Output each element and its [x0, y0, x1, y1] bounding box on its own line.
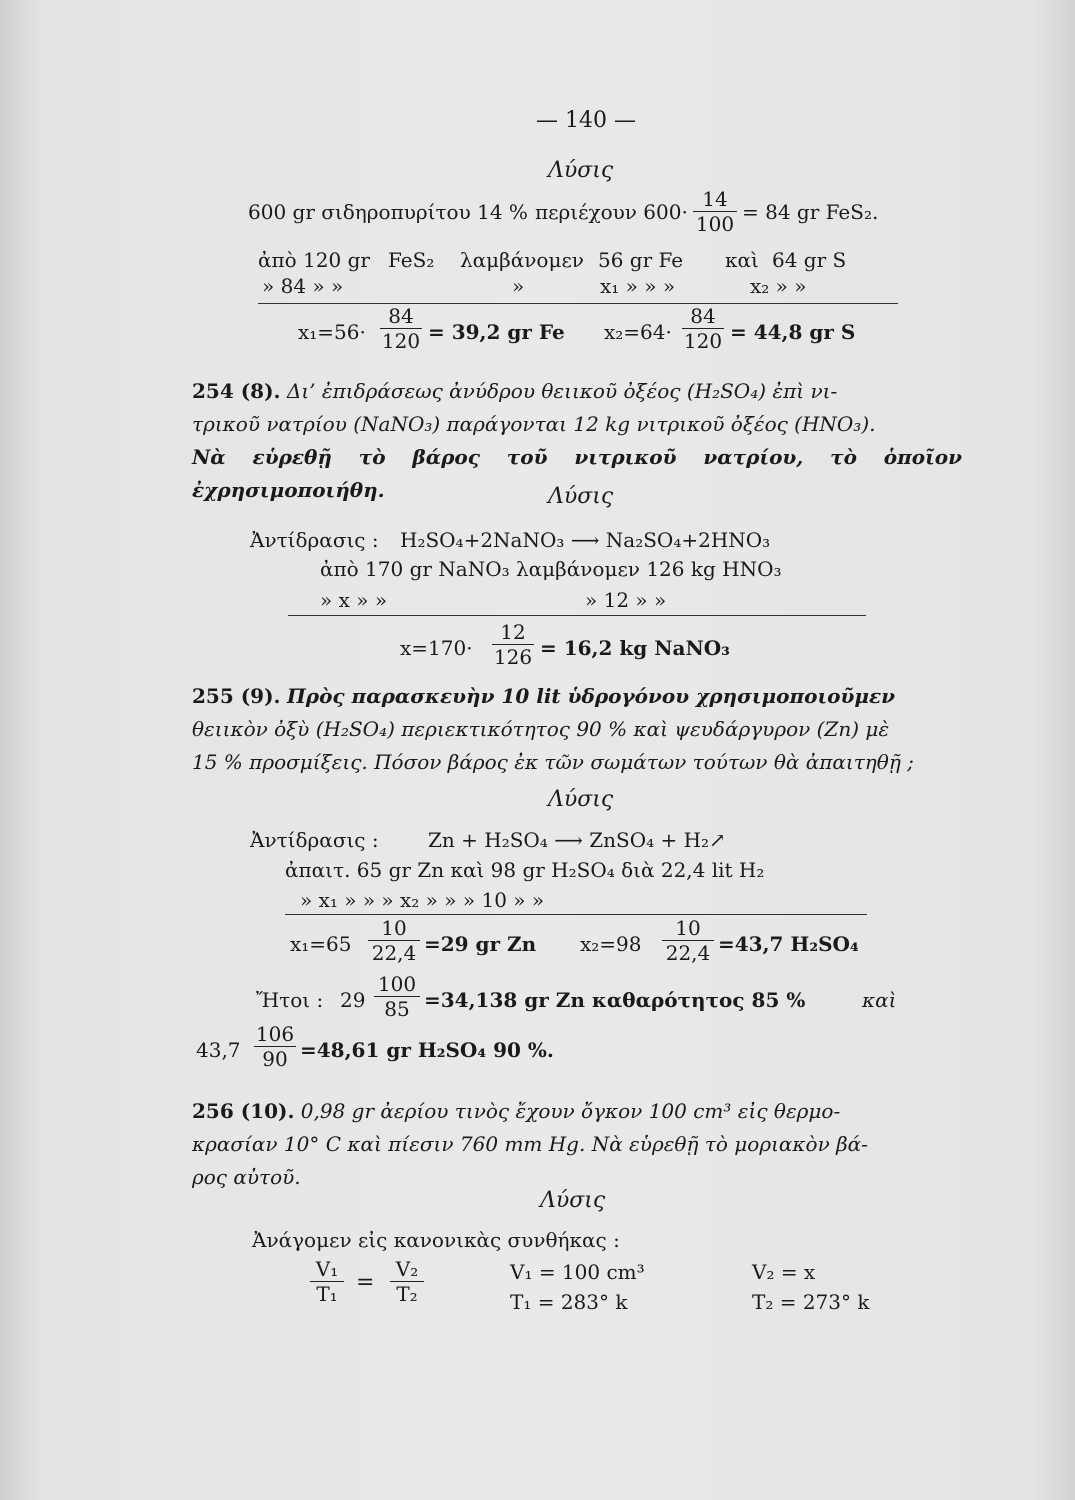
b3-hence-a: 29 — [340, 988, 366, 1012]
b2-line2-b: » 12 » » — [585, 588, 667, 612]
b1-frac-num: 14 — [702, 187, 728, 211]
problem-254-text-b: τρικοῦ νατρίου (NaNO₃) παράγονται 12 kg νιτρικοῦ ὀξέος (HNO₃). — [192, 412, 876, 436]
b2-rule — [288, 615, 866, 616]
b3-gross-a: 43,7 — [196, 1038, 241, 1062]
b4-ratio-right — [390, 1258, 424, 1305]
b3-gross-fraction — [254, 1023, 296, 1070]
b2-r-den: 126 — [493, 645, 533, 669]
b1-line3-c: x₁ » » » — [600, 274, 676, 298]
b2-result-fraction — [492, 621, 534, 668]
b1-line2-f: 64 gr S — [772, 248, 847, 272]
b2-line2-a: » x » » — [320, 588, 388, 612]
problem-256-text-a: 0,98 gr ἀερίου τινὸς ἔχουν ὄγκον 100 cm³ εἰς θερμο- — [300, 1099, 841, 1123]
problem-255-number: 255 (9). — [192, 684, 281, 708]
b1-result2-a: x₂=64· — [604, 320, 672, 344]
b3-reaction: Zn + H₂SO₄ ⟶ ZnSO₄ + H₂↗ — [428, 828, 726, 852]
b1-line1-b: περιέχουν 600· — [535, 200, 688, 224]
b1-result1-fraction — [380, 305, 422, 352]
b2-reaction-label: Ἀντίδρασις : — [250, 528, 379, 552]
b3-r1-den: 22,4 — [371, 941, 417, 965]
b2-result-a: x=170· — [400, 636, 473, 660]
b2-result: = 16,2 kg NaNO₃ — [540, 636, 730, 660]
b3-result1-fraction — [368, 917, 420, 964]
solution-heading-2: Λύσις — [548, 484, 614, 509]
b1-result1-a: x₁=56· — [298, 320, 366, 344]
problem-256-text-b: κρασίαν 10° C καὶ πίεσιν 760 mm Hg. Νὰ εὑρεθῇ τὸ μοριακὸν βά- — [192, 1132, 868, 1156]
b1-result2-fraction — [682, 305, 724, 352]
b4-v2: V₂ = x — [752, 1260, 816, 1284]
b3-result2-a: x₂=98 — [580, 932, 642, 956]
b1-line1-c: = 84 gr FeS₂. — [742, 200, 879, 224]
b1-line3-d: x₂ » » — [750, 274, 807, 298]
b3-h-den: 85 — [384, 997, 410, 1021]
b1-line2-d: 56 gr Fe — [598, 248, 684, 272]
b4-ratio-left — [310, 1258, 344, 1305]
b4-t1-symbol: T₁ — [316, 1282, 338, 1306]
b1-r1-num: 84 — [388, 304, 414, 328]
b3-reaction-label: Ἀντίδρασις : — [250, 828, 379, 852]
b3-hence-label: Ἤτοι : — [256, 988, 324, 1012]
b3-gross-result: =48,61 gr H₂SO₄ 90 %. — [300, 1038, 554, 1062]
b3-hence-fraction — [374, 973, 420, 1020]
problem-256-number: 256 (10). — [192, 1099, 295, 1123]
b1-line2-c: λαμβάνομεν — [460, 248, 584, 272]
b1-line2-a: ἀπὸ 120 gr — [258, 248, 370, 272]
b1-line2-b: FeS₂ — [388, 248, 435, 272]
b4-t1: T₁ = 283° k — [510, 1290, 628, 1314]
b2-reaction: H₂SO₄+2NaNO₃ ⟶ Na₂SO₄+2HNO₃ — [400, 528, 771, 552]
b3-line2: » x₁ » » » x₂ » » » 10 » » — [300, 888, 545, 912]
b1-rule — [258, 303, 898, 304]
b4-t2: T₂ = 273° k — [752, 1290, 870, 1314]
b3-g-num: 106 — [255, 1022, 295, 1046]
b1-line1-a: 600 gr σιδηροπυρίτου 14 % — [248, 200, 528, 224]
problem-254-text-c: Νὰ εὑρεθῇ τὸ βάρος τοῦ νιτρικοῦ νατρίου, τὸ ὁποῖον ἐχρησιμοποιήθη. — [192, 445, 962, 502]
b1-fraction — [693, 188, 737, 235]
b4-v2-symbol: V₂ — [395, 1257, 419, 1281]
b3-result1: =29 gr Zn — [424, 932, 537, 956]
b2-line1: ἀπὸ 170 gr NaNO₃ λαμβάνομεν 126 kg HNO₃ — [320, 557, 782, 581]
solution-heading-3: Λύσις — [548, 787, 614, 812]
problem-255 — [192, 680, 962, 779]
b4-equals: = — [356, 1270, 375, 1295]
b3-result1-a: x₁=65 — [290, 932, 352, 956]
solution-heading-1: Λύσις — [548, 158, 614, 183]
problem-256-text-c: ρος αὐτοῦ. — [192, 1165, 301, 1189]
problem-254-number: 254 (8). — [192, 379, 281, 403]
b3-rule — [285, 914, 867, 915]
b3-result2: =43,7 H₂SO₄ — [718, 932, 859, 956]
b3-r2-den: 22,4 — [665, 941, 711, 965]
b3-hence-result: =34,138 gr Zn καθαρότητος 85 % — [424, 988, 806, 1012]
problem-255-text-a: Πρὸς παρασκευὴν 10 lit ὑδρογόνου χρησιμοποιοῦμεν — [286, 684, 896, 708]
b1-r2-num: 84 — [690, 304, 716, 328]
b3-result2-fraction — [662, 917, 714, 964]
problem-255-text-b: θειικὸν ὀξὺ (H₂SO₄) περιεκτικότητος 90 % καὶ ψευδάργυρον (Zn) μὲ — [192, 717, 890, 741]
b3-line1: ἀπαιτ. 65 gr Zn καὶ 98 gr H₂SO₄ διὰ 22,4 lit H₂ — [285, 858, 765, 882]
b3-hence-tail: καὶ — [862, 988, 897, 1012]
b4-v1-symbol: V₁ — [315, 1257, 339, 1281]
b1-result1: = 39,2 gr Fe — [428, 320, 565, 344]
b1-r2-den: 120 — [683, 329, 723, 353]
b1-r1-den: 120 — [381, 329, 421, 353]
b3-g-den: 90 — [262, 1047, 288, 1071]
b3-r2-num: 10 — [675, 916, 701, 940]
b1-result2: = 44,8 gr S — [730, 320, 856, 344]
b1-frac-den: 100 — [695, 212, 735, 236]
b3-h-num: 100 — [377, 972, 417, 996]
b4-intro: Ἀνάγομεν εἰς κανονικὰς συνθήκας : — [252, 1228, 620, 1252]
problem-255-text-c: 15 % προσμίξεις. Πόσον βάρος ἐκ τῶν σωμάτων τούτων θὰ ἀπαιτηθῇ ; — [192, 750, 914, 774]
b4-v1: V₁ = 100 cm³ — [510, 1260, 645, 1284]
b1-line2-e: καὶ — [725, 248, 759, 272]
problem-254-text-a: Δι’ ἐπιδράσεως ἀνύδρου θειικοῦ ὀξέος (H₂SO₄) ἐπὶ νι- — [286, 379, 838, 403]
b1-line3-a: » 84 » » — [262, 274, 344, 298]
page-number: — 140 — — [536, 108, 636, 133]
problem-256 — [192, 1095, 962, 1194]
b1-line3-b: » — [512, 274, 525, 298]
solution-heading-4: Λύσις — [540, 1188, 606, 1213]
b3-r1-num: 10 — [381, 916, 407, 940]
b2-r-num: 12 — [500, 620, 526, 644]
b4-t2-symbol: T₂ — [396, 1282, 418, 1306]
